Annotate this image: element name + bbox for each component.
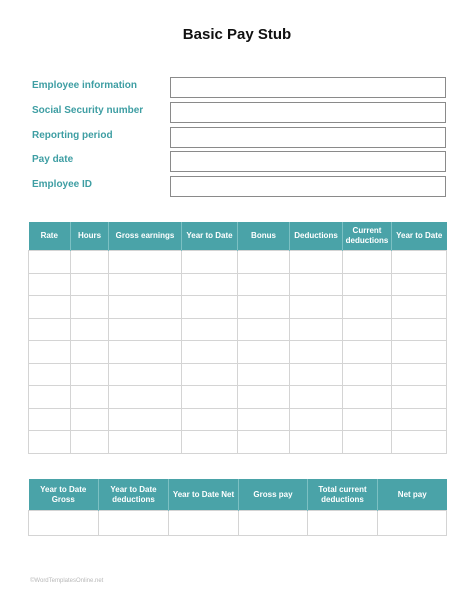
earnings-header-deductions: Deductions xyxy=(290,222,343,251)
summary-table-cell[interactable] xyxy=(308,511,378,536)
earnings-table-cell[interactable] xyxy=(290,431,343,454)
summary-header-row xyxy=(29,479,447,511)
earnings-table-cell[interactable] xyxy=(343,431,392,454)
earnings-table-cell[interactable] xyxy=(343,273,392,296)
reporting-period-row xyxy=(32,127,446,147)
earnings-table-cell[interactable] xyxy=(109,318,182,341)
earnings-header-year-to-date-2: Year to Date xyxy=(392,222,447,251)
summary-header-ytd-gross: Year to Date Gross xyxy=(29,479,99,511)
earnings-table-cell[interactable] xyxy=(290,296,343,319)
earnings-table-cell[interactable] xyxy=(71,363,109,386)
reporting-period-field[interactable] xyxy=(170,127,446,148)
earnings-table-cell[interactable] xyxy=(182,363,238,386)
earnings-table-cell[interactable] xyxy=(29,408,71,431)
earnings-table-cell[interactable] xyxy=(290,318,343,341)
employee-id-row xyxy=(32,176,446,196)
earnings-table-cell[interactable] xyxy=(238,251,290,274)
earnings-table-cell[interactable] xyxy=(182,341,238,364)
earnings-table-cell[interactable] xyxy=(109,386,182,409)
earnings-table-cell[interactable] xyxy=(343,408,392,431)
earnings-table-cell[interactable] xyxy=(392,296,447,319)
earnings-table-cell[interactable] xyxy=(238,341,290,364)
earnings-table-cell[interactable] xyxy=(109,431,182,454)
earnings-table-cell[interactable] xyxy=(109,251,182,274)
earnings-table-row xyxy=(29,251,447,274)
summary-header-total-current-deductions: Total current deductions xyxy=(308,479,378,511)
earnings-table-cell[interactable] xyxy=(29,431,71,454)
earnings-table-cell[interactable] xyxy=(238,318,290,341)
earnings-table-row xyxy=(29,431,447,454)
earnings-header-gross-earnings: Gross earnings xyxy=(109,222,182,251)
earnings-table-row xyxy=(29,363,447,386)
earnings-table-cell[interactable] xyxy=(290,386,343,409)
earnings-table-cell[interactable] xyxy=(29,386,71,409)
earnings-table-cell[interactable] xyxy=(238,431,290,454)
summary-header-net-pay: Net pay xyxy=(378,479,447,511)
footer-watermark: ©WordTemplatesOnline.net xyxy=(30,578,104,584)
social-security-number-label: Social Security number xyxy=(32,105,144,116)
summary-table-cell[interactable] xyxy=(239,511,308,536)
earnings-table xyxy=(28,222,447,454)
earnings-table-cell[interactable] xyxy=(238,408,290,431)
earnings-header-current-deductions: Current deductions xyxy=(343,222,392,251)
employee-information-field[interactable] xyxy=(170,77,446,98)
earnings-table-cell[interactable] xyxy=(343,251,392,274)
earnings-table-cell[interactable] xyxy=(182,251,238,274)
summary-table-cell[interactable] xyxy=(169,511,239,536)
employee-id-label: Employee ID xyxy=(32,179,93,190)
earnings-table-cell[interactable] xyxy=(71,296,109,319)
pay-date-row xyxy=(32,151,446,171)
earnings-table-cell[interactable] xyxy=(109,273,182,296)
earnings-table-cell[interactable] xyxy=(343,341,392,364)
earnings-header-hours: Hours xyxy=(71,222,109,251)
earnings-table-cell[interactable] xyxy=(290,251,343,274)
earnings-table-row xyxy=(29,318,447,341)
summary-table-cell[interactable] xyxy=(99,511,169,536)
earnings-table-cell[interactable] xyxy=(182,408,238,431)
earnings-table-cell[interactable] xyxy=(343,296,392,319)
earnings-table-cell[interactable] xyxy=(71,273,109,296)
summary-table-cell[interactable] xyxy=(29,511,99,536)
earnings-table-cell[interactable] xyxy=(109,296,182,319)
earnings-table-cell[interactable] xyxy=(182,431,238,454)
earnings-table-cell[interactable] xyxy=(238,296,290,319)
pay-date-field[interactable] xyxy=(170,151,446,172)
earnings-table-cell[interactable] xyxy=(182,318,238,341)
earnings-table-cell[interactable] xyxy=(182,386,238,409)
earnings-table-cell[interactable] xyxy=(109,363,182,386)
earnings-table-row xyxy=(29,273,447,296)
earnings-table-cell[interactable] xyxy=(238,363,290,386)
earnings-table-cell[interactable] xyxy=(71,386,109,409)
summary-header-ytd-net: Year to Date Net xyxy=(169,479,239,511)
earnings-table-cell[interactable] xyxy=(392,341,447,364)
earnings-table-cell[interactable] xyxy=(182,273,238,296)
earnings-table-cell[interactable] xyxy=(71,408,109,431)
earnings-table-cell[interactable] xyxy=(71,251,109,274)
earnings-table-cell[interactable] xyxy=(343,363,392,386)
earnings-table-cell[interactable] xyxy=(290,408,343,431)
earnings-table-cell[interactable] xyxy=(392,431,447,454)
earnings-table-cell[interactable] xyxy=(29,251,71,274)
earnings-table-row xyxy=(29,386,447,409)
pay-date-label: Pay date xyxy=(32,154,74,165)
earnings-table-cell[interactable] xyxy=(290,341,343,364)
earnings-header-row xyxy=(29,222,447,251)
earnings-table-cell[interactable] xyxy=(71,431,109,454)
earnings-table-cell[interactable] xyxy=(238,273,290,296)
earnings-header-rate: Rate xyxy=(29,222,71,251)
earnings-table-cell[interactable] xyxy=(392,408,447,431)
earnings-table-cell[interactable] xyxy=(238,386,290,409)
earnings-table-row xyxy=(29,296,447,319)
earnings-header-year-to-date: Year to Date xyxy=(182,222,238,251)
earnings-table-cell[interactable] xyxy=(343,386,392,409)
employee-id-field[interactable] xyxy=(170,176,446,197)
employee-information-row xyxy=(32,77,446,97)
summary-header-ytd-deductions: Year to Date deductions xyxy=(99,479,169,511)
earnings-table-cell[interactable] xyxy=(392,273,447,296)
social-security-number-row xyxy=(32,102,446,122)
earnings-table-cell[interactable] xyxy=(392,251,447,274)
summary-header-gross-pay: Gross pay xyxy=(239,479,308,511)
reporting-period-label: Reporting period xyxy=(32,130,113,141)
earnings-table-cell[interactable] xyxy=(29,363,71,386)
earnings-table-cell[interactable] xyxy=(290,273,343,296)
earnings-table-cell[interactable] xyxy=(71,318,109,341)
earnings-table-cell[interactable] xyxy=(392,386,447,409)
summary-table-cell[interactable] xyxy=(378,511,447,536)
earnings-table-cell[interactable] xyxy=(343,318,392,341)
employee-information-label: Employee information xyxy=(32,80,138,91)
social-security-number-field[interactable] xyxy=(170,102,446,123)
earnings-table-cell[interactable] xyxy=(182,296,238,319)
earnings-table-cell[interactable] xyxy=(29,318,71,341)
earnings-table-cell[interactable] xyxy=(290,363,343,386)
earnings-table-cell[interactable] xyxy=(109,341,182,364)
earnings-table-row xyxy=(29,408,447,431)
earnings-table-cell[interactable] xyxy=(392,318,447,341)
summary-table-row xyxy=(29,511,447,536)
earnings-table-cell[interactable] xyxy=(29,296,71,319)
page-title: Basic Pay Stub xyxy=(182,26,292,43)
earnings-table-cell[interactable] xyxy=(71,341,109,364)
earnings-table-row xyxy=(29,341,447,364)
earnings-table-cell[interactable] xyxy=(29,341,71,364)
earnings-table-cell[interactable] xyxy=(109,408,182,431)
earnings-table-cell[interactable] xyxy=(392,363,447,386)
earnings-table-cell[interactable] xyxy=(29,273,71,296)
summary-table xyxy=(28,479,447,536)
earnings-header-bonus: Bonus xyxy=(238,222,290,251)
